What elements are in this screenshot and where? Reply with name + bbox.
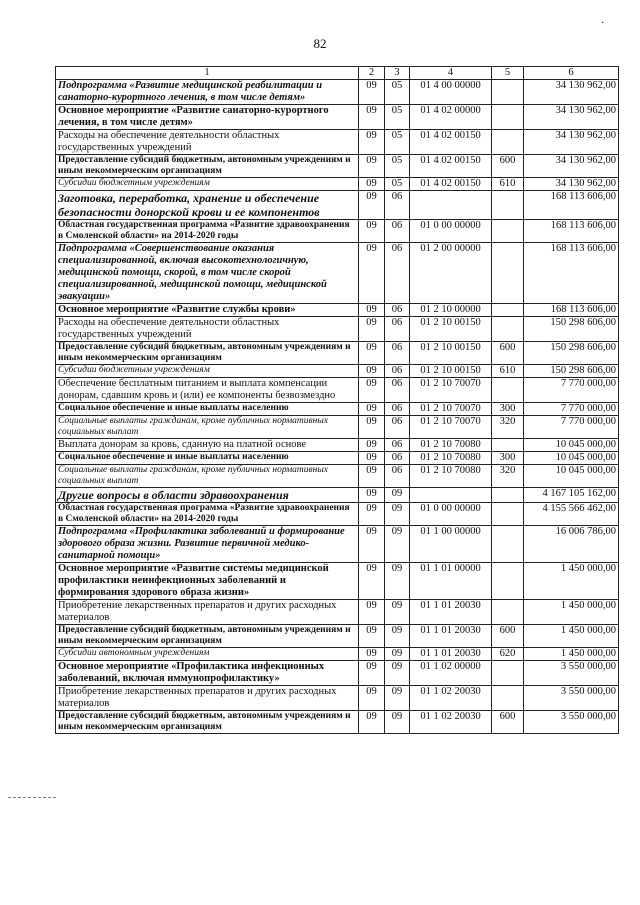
subsection-cell: 09 xyxy=(385,600,410,625)
subsection-cell: 06 xyxy=(385,465,410,488)
table-row xyxy=(56,342,619,365)
section-cell: 09 xyxy=(359,178,385,191)
expense-type-cell: 300 xyxy=(492,403,524,416)
header-col-4: 4 xyxy=(410,67,492,80)
expense-type-cell: 320 xyxy=(492,416,524,439)
target-article-cell: 01 4 00 00000 xyxy=(410,80,492,105)
target-article-cell: 01 2 10 70070 xyxy=(410,416,492,439)
section-cell: 09 xyxy=(359,439,385,452)
target-article-cell: 01 0 00 00000 xyxy=(410,503,492,526)
table-row xyxy=(56,130,619,155)
table-row xyxy=(56,488,619,503)
amount-cell: 168 113 606,00 xyxy=(524,220,619,243)
header-col-1: 1 xyxy=(56,67,359,80)
table-row xyxy=(56,317,619,342)
target-article-cell: 01 1 02 00000 xyxy=(410,661,492,686)
target-article-cell: 01 1 01 20030 xyxy=(410,600,492,625)
target-article-cell: 01 4 02 00150 xyxy=(410,155,492,178)
subsection-cell: 06 xyxy=(385,416,410,439)
expense-type-cell xyxy=(492,439,524,452)
subsection-cell: 06 xyxy=(385,403,410,416)
expense-type-cell xyxy=(492,526,524,563)
table-row xyxy=(56,243,619,304)
expense-type-cell xyxy=(492,600,524,625)
section-cell: 09 xyxy=(359,600,385,625)
section-cell: 09 xyxy=(359,465,385,488)
table-row xyxy=(56,526,619,563)
subsection-cell: 05 xyxy=(385,80,410,105)
section-cell: 09 xyxy=(359,378,385,403)
table-header-row xyxy=(56,67,619,80)
section-cell: 09 xyxy=(359,488,385,503)
section-cell: 09 xyxy=(359,105,385,130)
expense-type-cell xyxy=(492,130,524,155)
target-article-cell: 01 2 10 70070 xyxy=(410,403,492,416)
expense-type-cell xyxy=(492,243,524,304)
expense-type-cell xyxy=(492,488,524,503)
row-name-cell: Подпрограмма «Профилактика заболеваний и формирование здорового образа жизни. Развитие первичной медико-санитарной помощи» xyxy=(56,526,359,563)
row-name-cell: Субсидии бюджетным учреждениям xyxy=(56,178,359,191)
target-article-cell: 01 0 00 00000 xyxy=(410,220,492,243)
subsection-cell: 09 xyxy=(385,711,410,734)
amount-cell: 3 550 000,00 xyxy=(524,686,619,711)
expense-type-cell: 620 xyxy=(492,648,524,661)
table-row xyxy=(56,155,619,178)
expense-type-cell: 600 xyxy=(492,625,524,648)
expense-type-cell xyxy=(492,661,524,686)
row-name-cell: Подпрограмма «Совершенствование оказания специализированной, включая высокотехнологичную, медицинской помощи, скорой, в том числе скорой специализированной, медицинской помощи, медицинской эвакуации» xyxy=(56,243,359,304)
header-col-6: 6 xyxy=(524,67,619,80)
header-col-2: 2 xyxy=(359,67,385,80)
section-cell: 09 xyxy=(359,304,385,317)
row-name-cell: Расходы на обеспечение деятельности областных государственных учреждений xyxy=(56,317,359,342)
table-row xyxy=(56,439,619,452)
row-name-cell: Основное мероприятие «Профилактика инфекционных заболеваний, включая иммунопрофилактику» xyxy=(56,661,359,686)
subsection-cell: 06 xyxy=(385,220,410,243)
expense-type-cell xyxy=(492,304,524,317)
target-article-cell xyxy=(410,488,492,503)
row-name-cell: Основное мероприятие «Развитие службы крови» xyxy=(56,304,359,317)
target-article-cell: 01 2 10 00150 xyxy=(410,342,492,365)
row-name-cell: Приобретение лекарственных препаратов и других расходных материалов xyxy=(56,686,359,711)
expense-type-cell: 600 xyxy=(492,155,524,178)
amount-cell: 3 550 000,00 xyxy=(524,711,619,734)
budget-table xyxy=(55,66,619,734)
subsection-cell: 06 xyxy=(385,342,410,365)
row-name-cell: Предоставление субсидий бюджетным, автономным учреждениям и иным некоммерческим организациям xyxy=(56,342,359,365)
target-article-cell: 01 1 01 00000 xyxy=(410,563,492,600)
row-name-cell: Выплата донорам за кровь, сданную на платной основе xyxy=(56,439,359,452)
subsection-cell: 06 xyxy=(385,452,410,465)
section-cell: 09 xyxy=(359,403,385,416)
row-name-cell: Областная государственная программа «Развитие здравоохранения в Смоленской области» на 2014-2020 годы xyxy=(56,220,359,243)
table-body xyxy=(56,80,619,734)
amount-cell: 34 130 962,00 xyxy=(524,80,619,105)
table-row xyxy=(56,416,619,439)
amount-cell: 168 113 606,00 xyxy=(524,191,619,220)
table-row xyxy=(56,178,619,191)
row-name-cell: Социальные выплаты гражданам, кроме публичных нормативных социальных выплат xyxy=(56,416,359,439)
amount-cell: 1 450 000,00 xyxy=(524,563,619,600)
target-article-cell: 01 2 10 00150 xyxy=(410,317,492,342)
target-article-cell: 01 1 02 20030 xyxy=(410,686,492,711)
subsection-cell: 05 xyxy=(385,155,410,178)
amount-cell: 150 298 606,00 xyxy=(524,342,619,365)
amount-cell: 4 155 566 462,00 xyxy=(524,503,619,526)
expense-type-cell: 600 xyxy=(492,711,524,734)
row-name-cell: Обеспечение бесплатным питанием и выплата компенсации донорам, сдавшим кровь и (или) ее компоненты безвозмездно xyxy=(56,378,359,403)
header-col-5: 5 xyxy=(492,67,524,80)
table-row xyxy=(56,563,619,600)
amount-cell: 34 130 962,00 xyxy=(524,178,619,191)
table-row xyxy=(56,625,619,648)
target-article-cell: 01 2 10 70080 xyxy=(410,465,492,488)
amount-cell: 4 167 105 162,00 xyxy=(524,488,619,503)
page-number: 82 xyxy=(313,36,327,51)
table-row xyxy=(56,503,619,526)
target-article-cell: 01 2 10 70080 xyxy=(410,452,492,465)
amount-cell: 168 113 606,00 xyxy=(524,243,619,304)
subsection-cell: 09 xyxy=(385,625,410,648)
amount-cell: 10 045 000,00 xyxy=(524,452,619,465)
section-cell: 09 xyxy=(359,711,385,734)
table-row xyxy=(56,378,619,403)
subsection-cell: 09 xyxy=(385,563,410,600)
subsection-cell: 05 xyxy=(385,105,410,130)
section-cell: 09 xyxy=(359,317,385,342)
target-article-cell: 01 4 02 00150 xyxy=(410,130,492,155)
target-article-cell: 01 4 02 00000 xyxy=(410,105,492,130)
target-article-cell: 01 2 10 70080 xyxy=(410,439,492,452)
row-name-cell: Другие вопросы в области здравоохранения xyxy=(56,488,359,503)
target-article-cell: 01 1 01 20030 xyxy=(410,625,492,648)
section-cell: 09 xyxy=(359,191,385,220)
amount-cell: 16 006 786,00 xyxy=(524,526,619,563)
table-row xyxy=(56,105,619,130)
subsection-cell: 09 xyxy=(385,661,410,686)
subsection-cell: 05 xyxy=(385,178,410,191)
amount-cell: 34 130 962,00 xyxy=(524,155,619,178)
expense-type-cell: 610 xyxy=(492,178,524,191)
row-name-cell: Подпрограмма «Развитие медицинской реабилитации и санаторно-курортного лечения, в том числе детям» xyxy=(56,80,359,105)
target-article-cell: 01 2 10 00000 xyxy=(410,304,492,317)
subsection-cell: 09 xyxy=(385,488,410,503)
table-row xyxy=(56,452,619,465)
row-name-cell: Социальное обеспечение и иные выплаты населению xyxy=(56,403,359,416)
amount-cell: 1 450 000,00 xyxy=(524,625,619,648)
target-article-cell: 01 2 10 70070 xyxy=(410,378,492,403)
row-name-cell: Предоставление субсидий бюджетным, автономным учреждениям и иным некоммерческим организациям xyxy=(56,625,359,648)
row-name-cell: Приобретение лекарственных препаратов и других расходных материалов xyxy=(56,600,359,625)
subsection-cell: 06 xyxy=(385,243,410,304)
subsection-cell: 06 xyxy=(385,378,410,403)
expense-type-cell: 300 xyxy=(492,452,524,465)
corner-mark: · xyxy=(601,18,605,29)
table-row xyxy=(56,661,619,686)
amount-cell: 34 130 962,00 xyxy=(524,130,619,155)
row-name-cell: Субсидии бюджетным учреждениям xyxy=(56,365,359,378)
section-cell: 09 xyxy=(359,648,385,661)
row-name-cell: Предоставление субсидий бюджетным, автономным учреждениям и иным некоммерческим организациям xyxy=(56,155,359,178)
target-article-cell: 01 1 01 20030 xyxy=(410,648,492,661)
subsection-cell: 09 xyxy=(385,526,410,563)
section-cell: 09 xyxy=(359,365,385,378)
table-row xyxy=(56,465,619,488)
row-name-cell: Социальные выплаты гражданам, кроме публичных нормативных социальных выплат xyxy=(56,465,359,488)
target-article-cell: 01 2 10 00150 xyxy=(410,365,492,378)
amount-cell: 7 770 000,00 xyxy=(524,416,619,439)
target-article-cell: 01 1 02 20030 xyxy=(410,711,492,734)
subsection-cell: 06 xyxy=(385,365,410,378)
expense-type-cell xyxy=(492,317,524,342)
expense-type-cell xyxy=(492,686,524,711)
subsection-cell: 09 xyxy=(385,686,410,711)
row-name-cell: Расходы на обеспечение деятельности областных государственных учреждений xyxy=(56,130,359,155)
target-article-cell: 01 1 00 00000 xyxy=(410,526,492,563)
amount-cell: 3 550 000,00 xyxy=(524,661,619,686)
table-row xyxy=(56,365,619,378)
expense-type-cell xyxy=(492,105,524,130)
amount-cell: 10 045 000,00 xyxy=(524,465,619,488)
section-cell: 09 xyxy=(359,416,385,439)
expense-type-cell xyxy=(492,563,524,600)
expense-type-cell xyxy=(492,503,524,526)
section-cell: 09 xyxy=(359,243,385,304)
amount-cell: 1 450 000,00 xyxy=(524,648,619,661)
section-cell: 09 xyxy=(359,130,385,155)
section-cell: 09 xyxy=(359,155,385,178)
row-name-cell: Социальное обеспечение и иные выплаты населению xyxy=(56,452,359,465)
table-row xyxy=(56,403,619,416)
section-cell: 09 xyxy=(359,503,385,526)
scan-artifact-line xyxy=(8,797,56,798)
table-row xyxy=(56,220,619,243)
subsection-cell: 06 xyxy=(385,439,410,452)
section-cell: 09 xyxy=(359,220,385,243)
section-cell: 09 xyxy=(359,80,385,105)
amount-cell: 7 770 000,00 xyxy=(524,378,619,403)
subsection-cell: 09 xyxy=(385,648,410,661)
table-row xyxy=(56,711,619,734)
amount-cell: 150 298 606,00 xyxy=(524,317,619,342)
row-name-cell: Заготовка, переработка, хранение и обеспечение безопасности донорской крови и ее компонентов xyxy=(56,191,359,220)
amount-cell: 1 450 000,00 xyxy=(524,600,619,625)
amount-cell: 150 298 606,00 xyxy=(524,365,619,378)
expense-type-cell xyxy=(492,191,524,220)
row-name-cell: Основное мероприятие «Развитие санаторно-курортного лечения, в том числе детям» xyxy=(56,105,359,130)
expense-type-cell xyxy=(492,220,524,243)
table-row xyxy=(56,191,619,220)
amount-cell: 168 113 606,00 xyxy=(524,304,619,317)
expense-type-cell: 600 xyxy=(492,342,524,365)
section-cell: 09 xyxy=(359,686,385,711)
row-name-cell: Субсидии автономным учреждениям xyxy=(56,648,359,661)
expense-type-cell xyxy=(492,80,524,105)
table-row xyxy=(56,686,619,711)
amount-cell: 34 130 962,00 xyxy=(524,105,619,130)
section-cell: 09 xyxy=(359,563,385,600)
subsection-cell: 05 xyxy=(385,130,410,155)
row-name-cell: Областная государственная программа «Развитие здравоохранения в Смоленской области» на 2014-2020 годы xyxy=(56,503,359,526)
table-row xyxy=(56,648,619,661)
expense-type-cell: 320 xyxy=(492,465,524,488)
amount-cell: 10 045 000,00 xyxy=(524,439,619,452)
section-cell: 09 xyxy=(359,342,385,365)
amount-cell: 7 770 000,00 xyxy=(524,403,619,416)
section-cell: 09 xyxy=(359,661,385,686)
subsection-cell: 06 xyxy=(385,191,410,220)
section-cell: 09 xyxy=(359,526,385,563)
subsection-cell: 06 xyxy=(385,304,410,317)
table-row xyxy=(56,304,619,317)
section-cell: 09 xyxy=(359,452,385,465)
row-name-cell: Предоставление субсидий бюджетным, автономным учреждениям и иным некоммерческим организациям xyxy=(56,711,359,734)
header-col-3: 3 xyxy=(385,67,410,80)
target-article-cell: 01 4 02 00150 xyxy=(410,178,492,191)
target-article-cell: 01 2 00 00000 xyxy=(410,243,492,304)
expense-type-cell: 610 xyxy=(492,365,524,378)
section-cell: 09 xyxy=(359,625,385,648)
target-article-cell xyxy=(410,191,492,220)
row-name-cell: Основное мероприятие «Развитие системы медицинской профилактики неинфекционных заболеваний и формирования здорового образа жизни» xyxy=(56,563,359,600)
subsection-cell: 09 xyxy=(385,503,410,526)
expense-type-cell xyxy=(492,378,524,403)
table-row xyxy=(56,80,619,105)
table-row xyxy=(56,600,619,625)
subsection-cell: 06 xyxy=(385,317,410,342)
